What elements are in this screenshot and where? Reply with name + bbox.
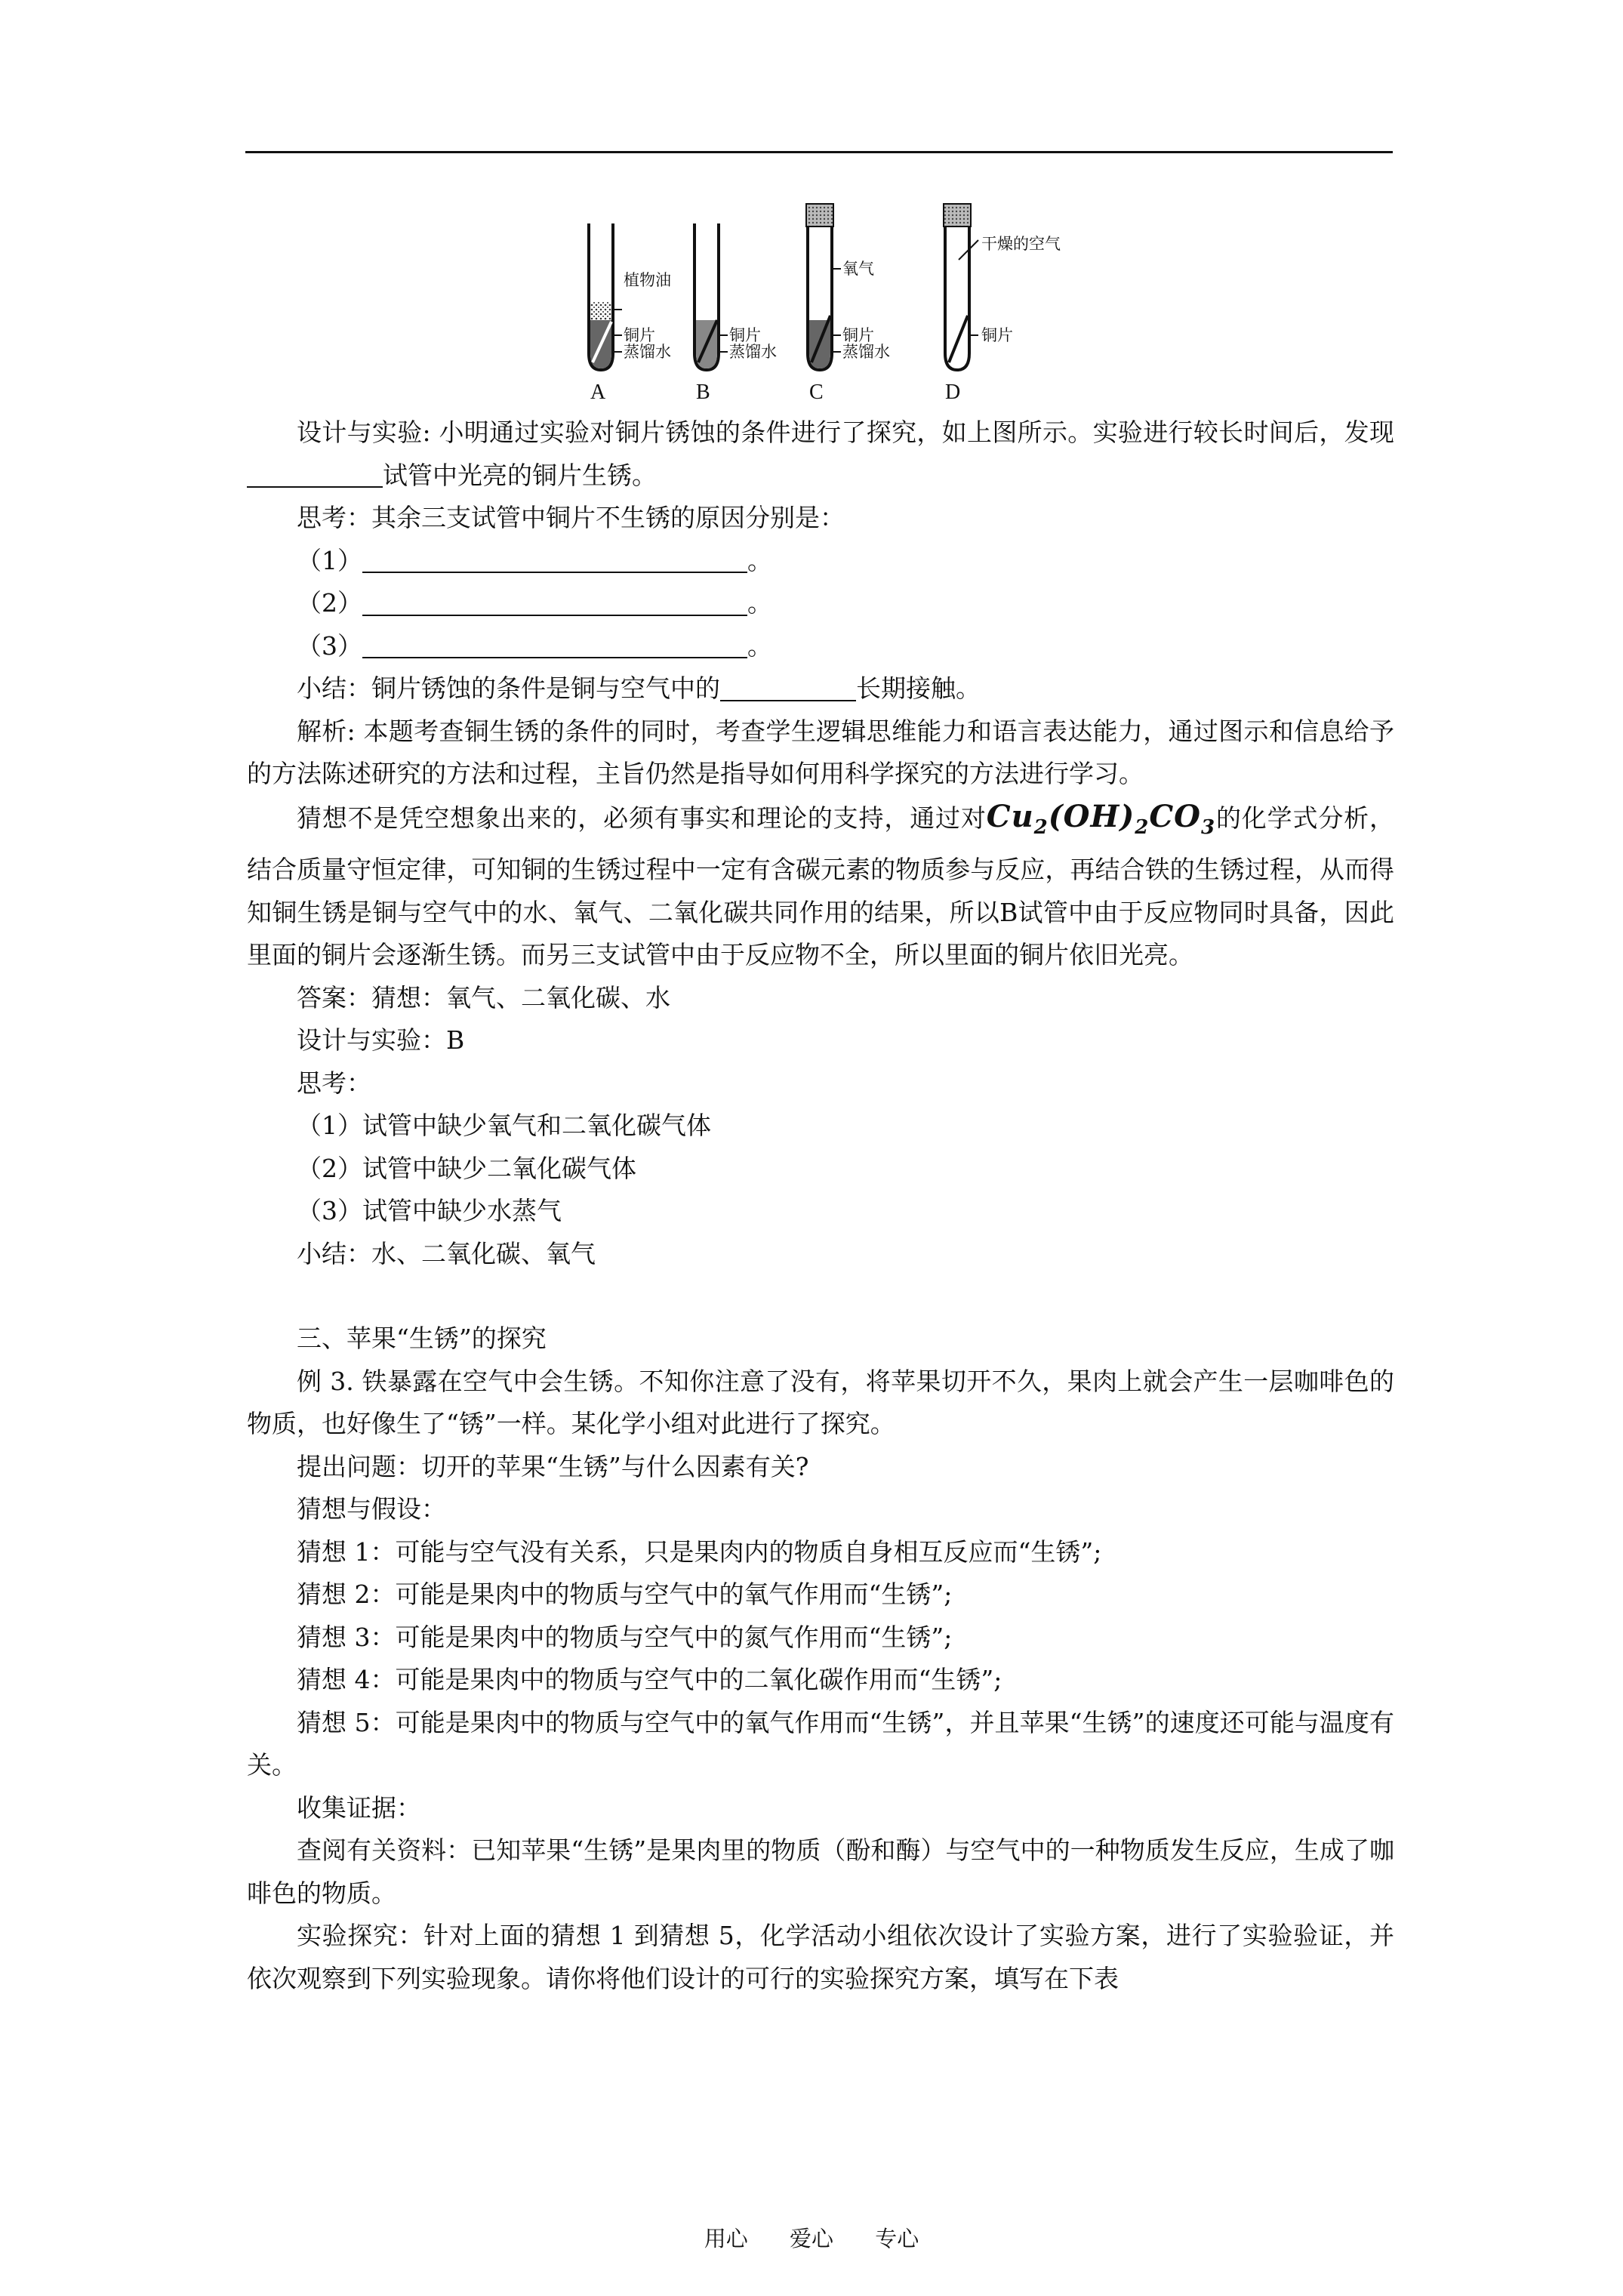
tube-a-copper-label: 铜片 — [624, 326, 655, 344]
tube-c-oxygen-label: 氧气 — [842, 260, 874, 278]
tube-c — [806, 204, 890, 404]
document-body — [247, 411, 1394, 2000]
tube-d — [944, 204, 1061, 404]
footer-text: 爱心 — [789, 2226, 833, 2251]
header-rule — [245, 151, 1393, 153]
tube-a — [589, 223, 671, 404]
test-tube-figure — [559, 195, 1132, 406]
tube-d-air-label: 干燥的空气 — [981, 235, 1061, 253]
section-gap — [247, 1275, 1394, 1318]
answer-think: 思考： — [297, 1068, 371, 1098]
answer-blank[interactable] — [362, 546, 747, 574]
footer-text: 用心 — [704, 2226, 748, 2251]
tube-b-label: B — [696, 381, 710, 404]
think-item: （1） 。 — [297, 545, 772, 575]
answer-reason: （1）试管中缺少氧气和二氧化碳气体 — [297, 1111, 711, 1140]
analysis-paragraph: 解析: 本题考查铜生锈的条件的同时，考查学生逻辑思维能力和语言表达能力，通过图示和信息给予的方法陈述研究的方法和过程，主旨仍然是指导如何用科学探究的方法进行学习。 — [247, 716, 1394, 788]
question-line: 提出问题：切开的苹果“生锈”与什么因素有关? — [297, 1451, 809, 1481]
tube-c-water-label: 蒸馏水 — [842, 343, 890, 361]
page-footer — [0, 2222, 1623, 2253]
answer-guess: 答案：猜想：氧气、二氧化碳、水 — [297, 982, 670, 1012]
answer-blank[interactable] — [720, 673, 856, 701]
answer-summary: 小结：水、二氧化碳、氧气 — [297, 1238, 596, 1268]
tube-a-oil-label: 植物油 — [624, 271, 671, 289]
tube-d-copper-label: 铜片 — [981, 326, 1013, 344]
think-title: 思考：其余三支试管中铜片不生锈的原因分别是： — [297, 503, 845, 532]
example-paragraph: 例 3. 铁暴露在空气中会生锈。不知你注意了没有，将苹果切开不久，果肉上就会产生一层咖啡色的物质，也好像生了“锈”一样。某化学小组对此进行了探究。 — [247, 1366, 1394, 1438]
answer-blank[interactable] — [247, 461, 383, 488]
hypothesis-heading: 猜想与假设： — [297, 1494, 446, 1524]
summary-question: 小结：铜片锈蚀的条件是铜与空气中的 长期接触。 — [297, 673, 981, 703]
section-title: 三、苹果“生锈”的探究 — [297, 1324, 547, 1353]
tube-a-label: A — [590, 381, 606, 404]
chemical-formula: $Cu_2(OH)_2CO_3$ — [986, 798, 1216, 839]
guess-paragraph: 猜想不是凭空想象出来的，必须有事实和理论的支持，通过对$Cu_2(OH)_2CO_3$的化学式分析，结合质量守恒定律，可知铜的生锈过程中一定有含碳元素的物质参与反应，再结合铁的生锈过程，从而得知铜生锈是铜与空气中的水、氧气、二氧化碳共同作用的结果，所以B试管中由于反应物同时具备，因此里面的铜片会逐渐生锈。而另三支试管中由于反应物不全，所以里面的铜片依旧光亮。 — [247, 798, 1395, 969]
tube-d-label: D — [945, 381, 961, 404]
guess-item: 猜想 5：可能是果肉中的物质与空气中的氧气作用而“生锈”，并且苹果“生锈”的速度还可能与温度有关。 — [247, 1707, 1394, 1780]
guess-item: 猜想 2：可能是果肉中的物质与空气中的氧气作用而“生锈”; — [297, 1579, 953, 1609]
footer-text: 专心 — [875, 2226, 919, 2251]
answer-design: 设计与实验：B — [297, 1025, 465, 1055]
tube-b-water-label: 蒸馏水 — [729, 343, 777, 361]
answer-blank[interactable] — [362, 588, 747, 616]
tube-c-label: C — [809, 381, 824, 404]
answer-blank[interactable] — [362, 631, 747, 659]
tube-b — [694, 223, 777, 404]
think-item: （3） 。 — [297, 630, 772, 661]
experiment-paragraph: 实验探究：针对上面的猜想 1 到猜想 5，化学活动小组依次设计了实验方案，进行了实验验证，并依次观察到下列实验现象。请你将他们设计的可行的实验探究方案，填写在下表 — [247, 1921, 1394, 1993]
design-paragraph: 设计与实验: 小明通过实验对铜片锈蚀的条件进行了探究，如上图所示。实验进行较长时间后，发现试管中光亮的铜片生锈。 — [247, 411, 1394, 497]
think-item: （2） 。 — [297, 588, 772, 618]
lookup-paragraph: 查阅有关资料：已知苹果“生锈”是果肉里的物质（酚和酶）与空气中的一种物质发生反应，生成了咖啡色的物质。 — [247, 1835, 1394, 1908]
tube-a-water-label: 蒸馏水 — [624, 343, 671, 361]
answer-reason: （3）试管中缺少水蒸气 — [297, 1196, 562, 1225]
evidence-heading: 收集证据： — [297, 1792, 421, 1823]
guess-item: 猜想 3：可能是果肉中的物质与空气中的氮气作用而“生锈”; — [297, 1622, 953, 1652]
guess-item: 猜想 1：可能与空气没有关系，只是果肉内的物质自身相互反应而“生锈”; — [297, 1536, 1102, 1567]
answer-reason: （2）试管中缺少二氧化碳气体 — [297, 1153, 636, 1183]
tube-b-copper-label: 铜片 — [729, 326, 761, 344]
guess-item: 猜想 4：可能是果肉中的物质与空气中的二氧化碳作用而“生锈”; — [297, 1665, 1002, 1694]
tube-c-copper-label: 铜片 — [842, 326, 874, 344]
